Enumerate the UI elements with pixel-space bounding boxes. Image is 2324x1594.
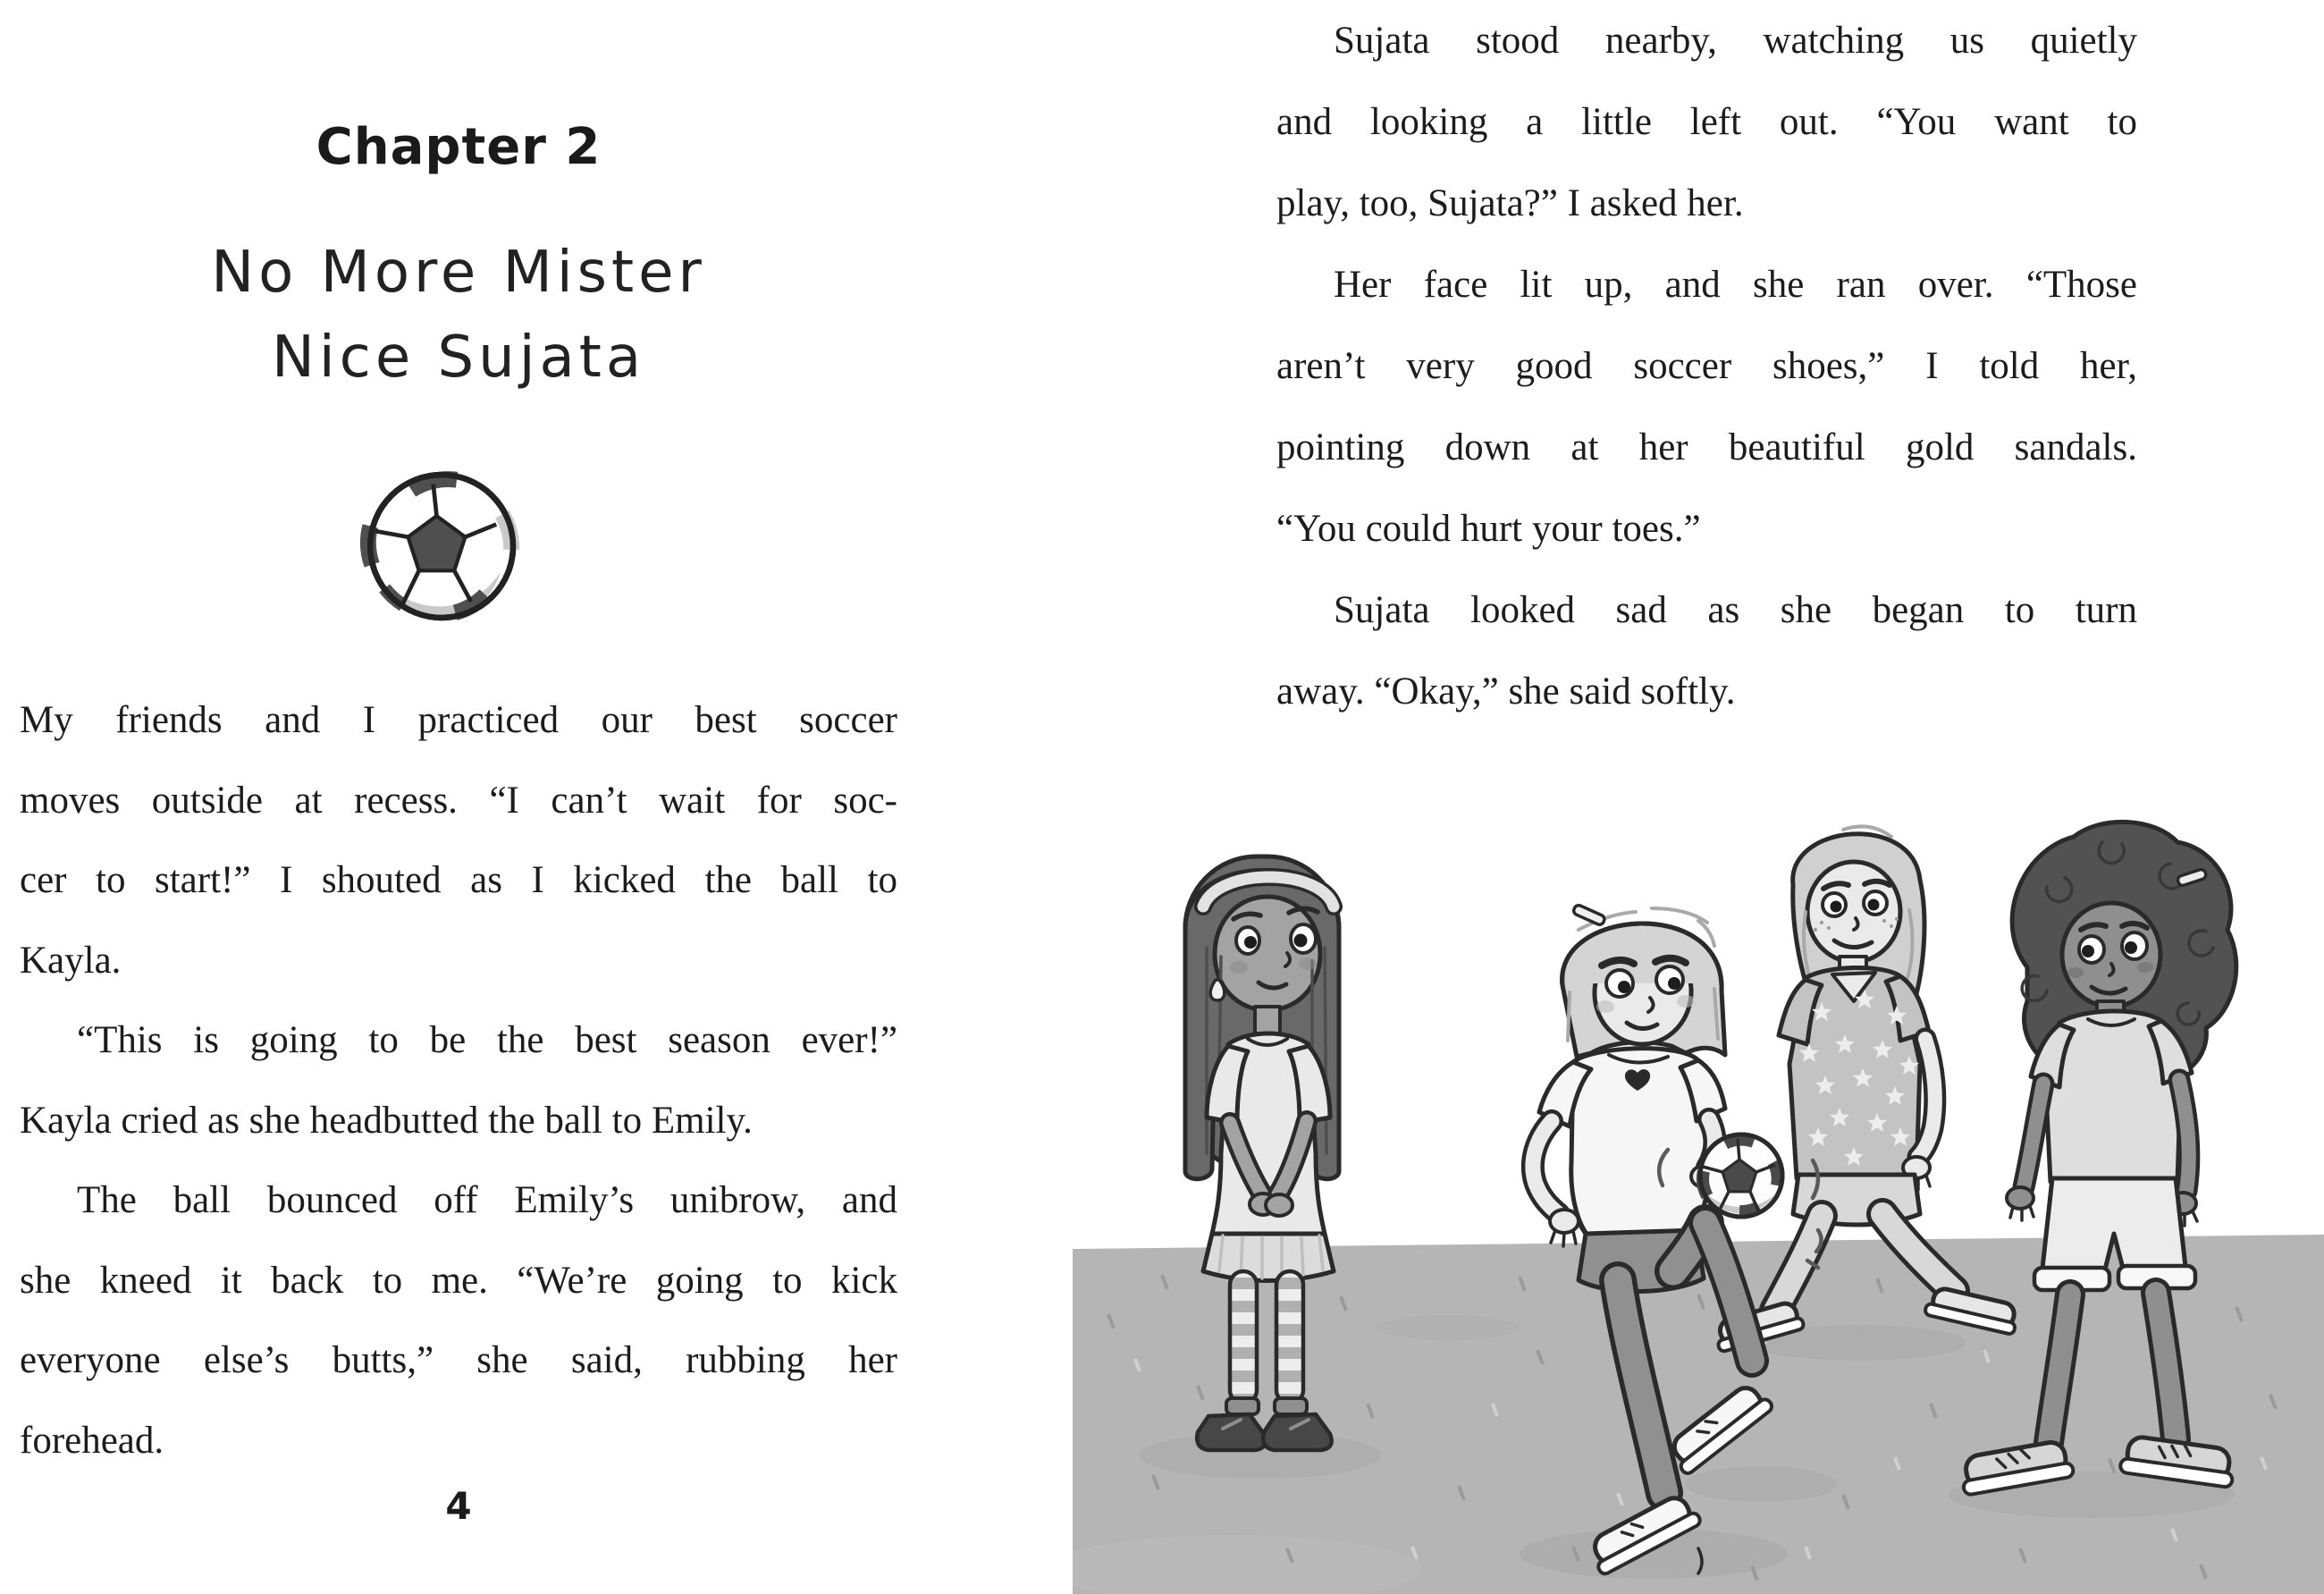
chapter-title-line1: No More Mister bbox=[211, 240, 706, 306]
text-line: “You could hurt your toes.” bbox=[1276, 508, 1701, 550]
text-line: play, too, Sujata?” I asked her. bbox=[1276, 182, 1744, 224]
text-line: forehead. bbox=[20, 1419, 164, 1462]
text-line: My friends and I practiced our best soccer bbox=[20, 699, 897, 741]
soccer-ball-icon-svg bbox=[359, 462, 527, 630]
soccer-practice-illustration bbox=[1073, 778, 2324, 1594]
text-line: cer to start!” I shouted as I kicked the ball to bbox=[20, 859, 897, 901]
text-line: away. “Okay,” she said softly. bbox=[1276, 670, 1736, 713]
right-page-body-text bbox=[1276, 0, 2137, 732]
chapter-label: Chapter 2 bbox=[316, 118, 602, 176]
soccer-ball-in-play bbox=[1700, 1134, 1782, 1217]
text-line: Kayla. bbox=[20, 939, 122, 982]
text-line: Sujata stood nearby, watching us quietly bbox=[1334, 20, 2137, 62]
text-line: Sujata looked sad as she began to turn bbox=[1334, 589, 2137, 631]
text-line: Kayla cried as she headbutted the ball to Emily. bbox=[20, 1099, 753, 1142]
text-line: everyone else’s butts,” she said, rubbing her bbox=[20, 1339, 897, 1381]
illustration-svg bbox=[1073, 778, 2324, 1594]
text-line: “This is going to be the best season ever!” bbox=[77, 1019, 897, 1061]
text-line: aren’t very good soccer shoes,” I told her, bbox=[1276, 345, 2137, 387]
chapter-title bbox=[20, 231, 897, 401]
text-line: The ball bounced off Emily’s unibrow, and bbox=[77, 1179, 897, 1221]
text-line: and looking a little left out. “You want to bbox=[1276, 101, 2137, 143]
text-line: moves outside at recess. “I can’t wait for soc- bbox=[20, 779, 897, 822]
text-line: pointing down at her beautiful gold sandals. bbox=[1276, 426, 2137, 468]
text-line: Her face lit up, and she ran over. “Those bbox=[1334, 264, 2137, 306]
chapter-title-line2: Nice Sujata bbox=[271, 325, 646, 391]
left-page-body-text bbox=[20, 680, 897, 1480]
soccer-ball-icon bbox=[359, 462, 527, 630]
text-line: she kneed it back to me. “We’re going to kick bbox=[20, 1259, 897, 1302]
page-number: 4 bbox=[445, 1484, 472, 1528]
